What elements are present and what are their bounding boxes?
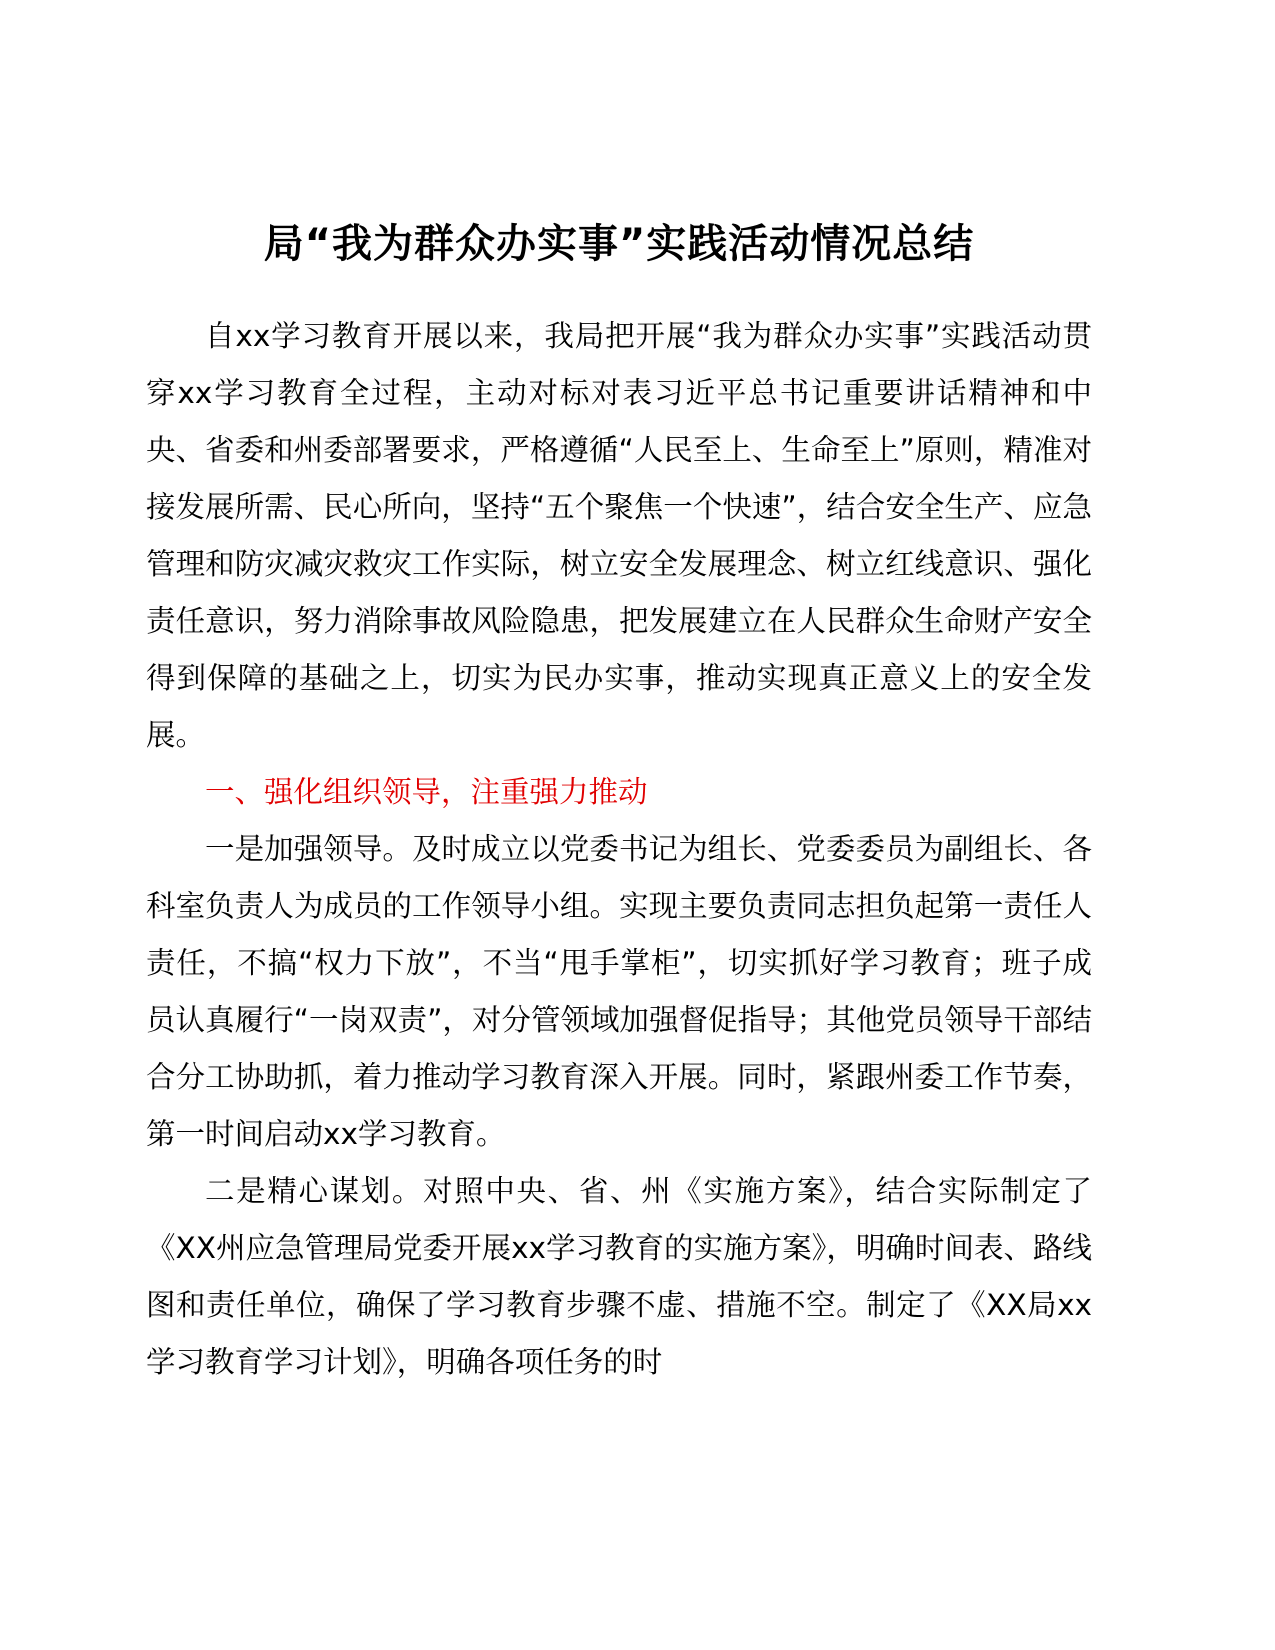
- document-page: [146, 212, 1092, 1391]
- section-heading: 一、强化组织领导，注重强力推动: [205, 775, 648, 809]
- document-title: 局“我为群众办实事”实践活动情况总结: [263, 221, 975, 267]
- body-paragraph-1: 一是加强领导。及时成立以党委书记为组长、党委委员为副组长、各科室负责人为成员的工作领导小组。实现主要负责同志担负起第一责任人责任，不搞“权力下放”，不当“甩手掌柜”，切实抓好学习教育；班子成员认真履行“一岗双责”，对分管领域加强督促指导；其他党员领导干部结合分工协助抓，着力推动学习教育深入开展。同时，紧跟州委工作节奏，第一时间启动xx学习教育。: [146, 832, 1092, 1151]
- intro-paragraph: 自xx学习教育开展以来，我局把开展“我为群众办实事”实践活动贯穿xx学习教育全过程，主动对标对表习近平总书记重要讲话精神和中央、省委和州委部署要求，严格遵循“人民至上、生命至上”原则，精准对接发展所需、民心所向，坚持“五个聚焦一个快速”，结合安全生产、应急管理和防灾减灾救灾工作实际，树立安全发展理念、树立红线意识、强化责任意识，努力消除事故风险隐患，把发展建立在人民群众生命财产安全得到保障的基础之上，切实为民办实事，推动实现真正意义上的安全发展。: [146, 319, 1092, 752]
- body-paragraph-2: 二是精心谋划。对照中央、省、州《实施方案》，结合实际制定了《XX州应急管理局党委开展xx学习教育的实施方案》，明确时间表、路线图和责任单位，确保了学习教育步骤不虚、措施不空。制定了《XX局xx学习教育学习计划》，明确各项任务的时: [146, 1174, 1092, 1379]
